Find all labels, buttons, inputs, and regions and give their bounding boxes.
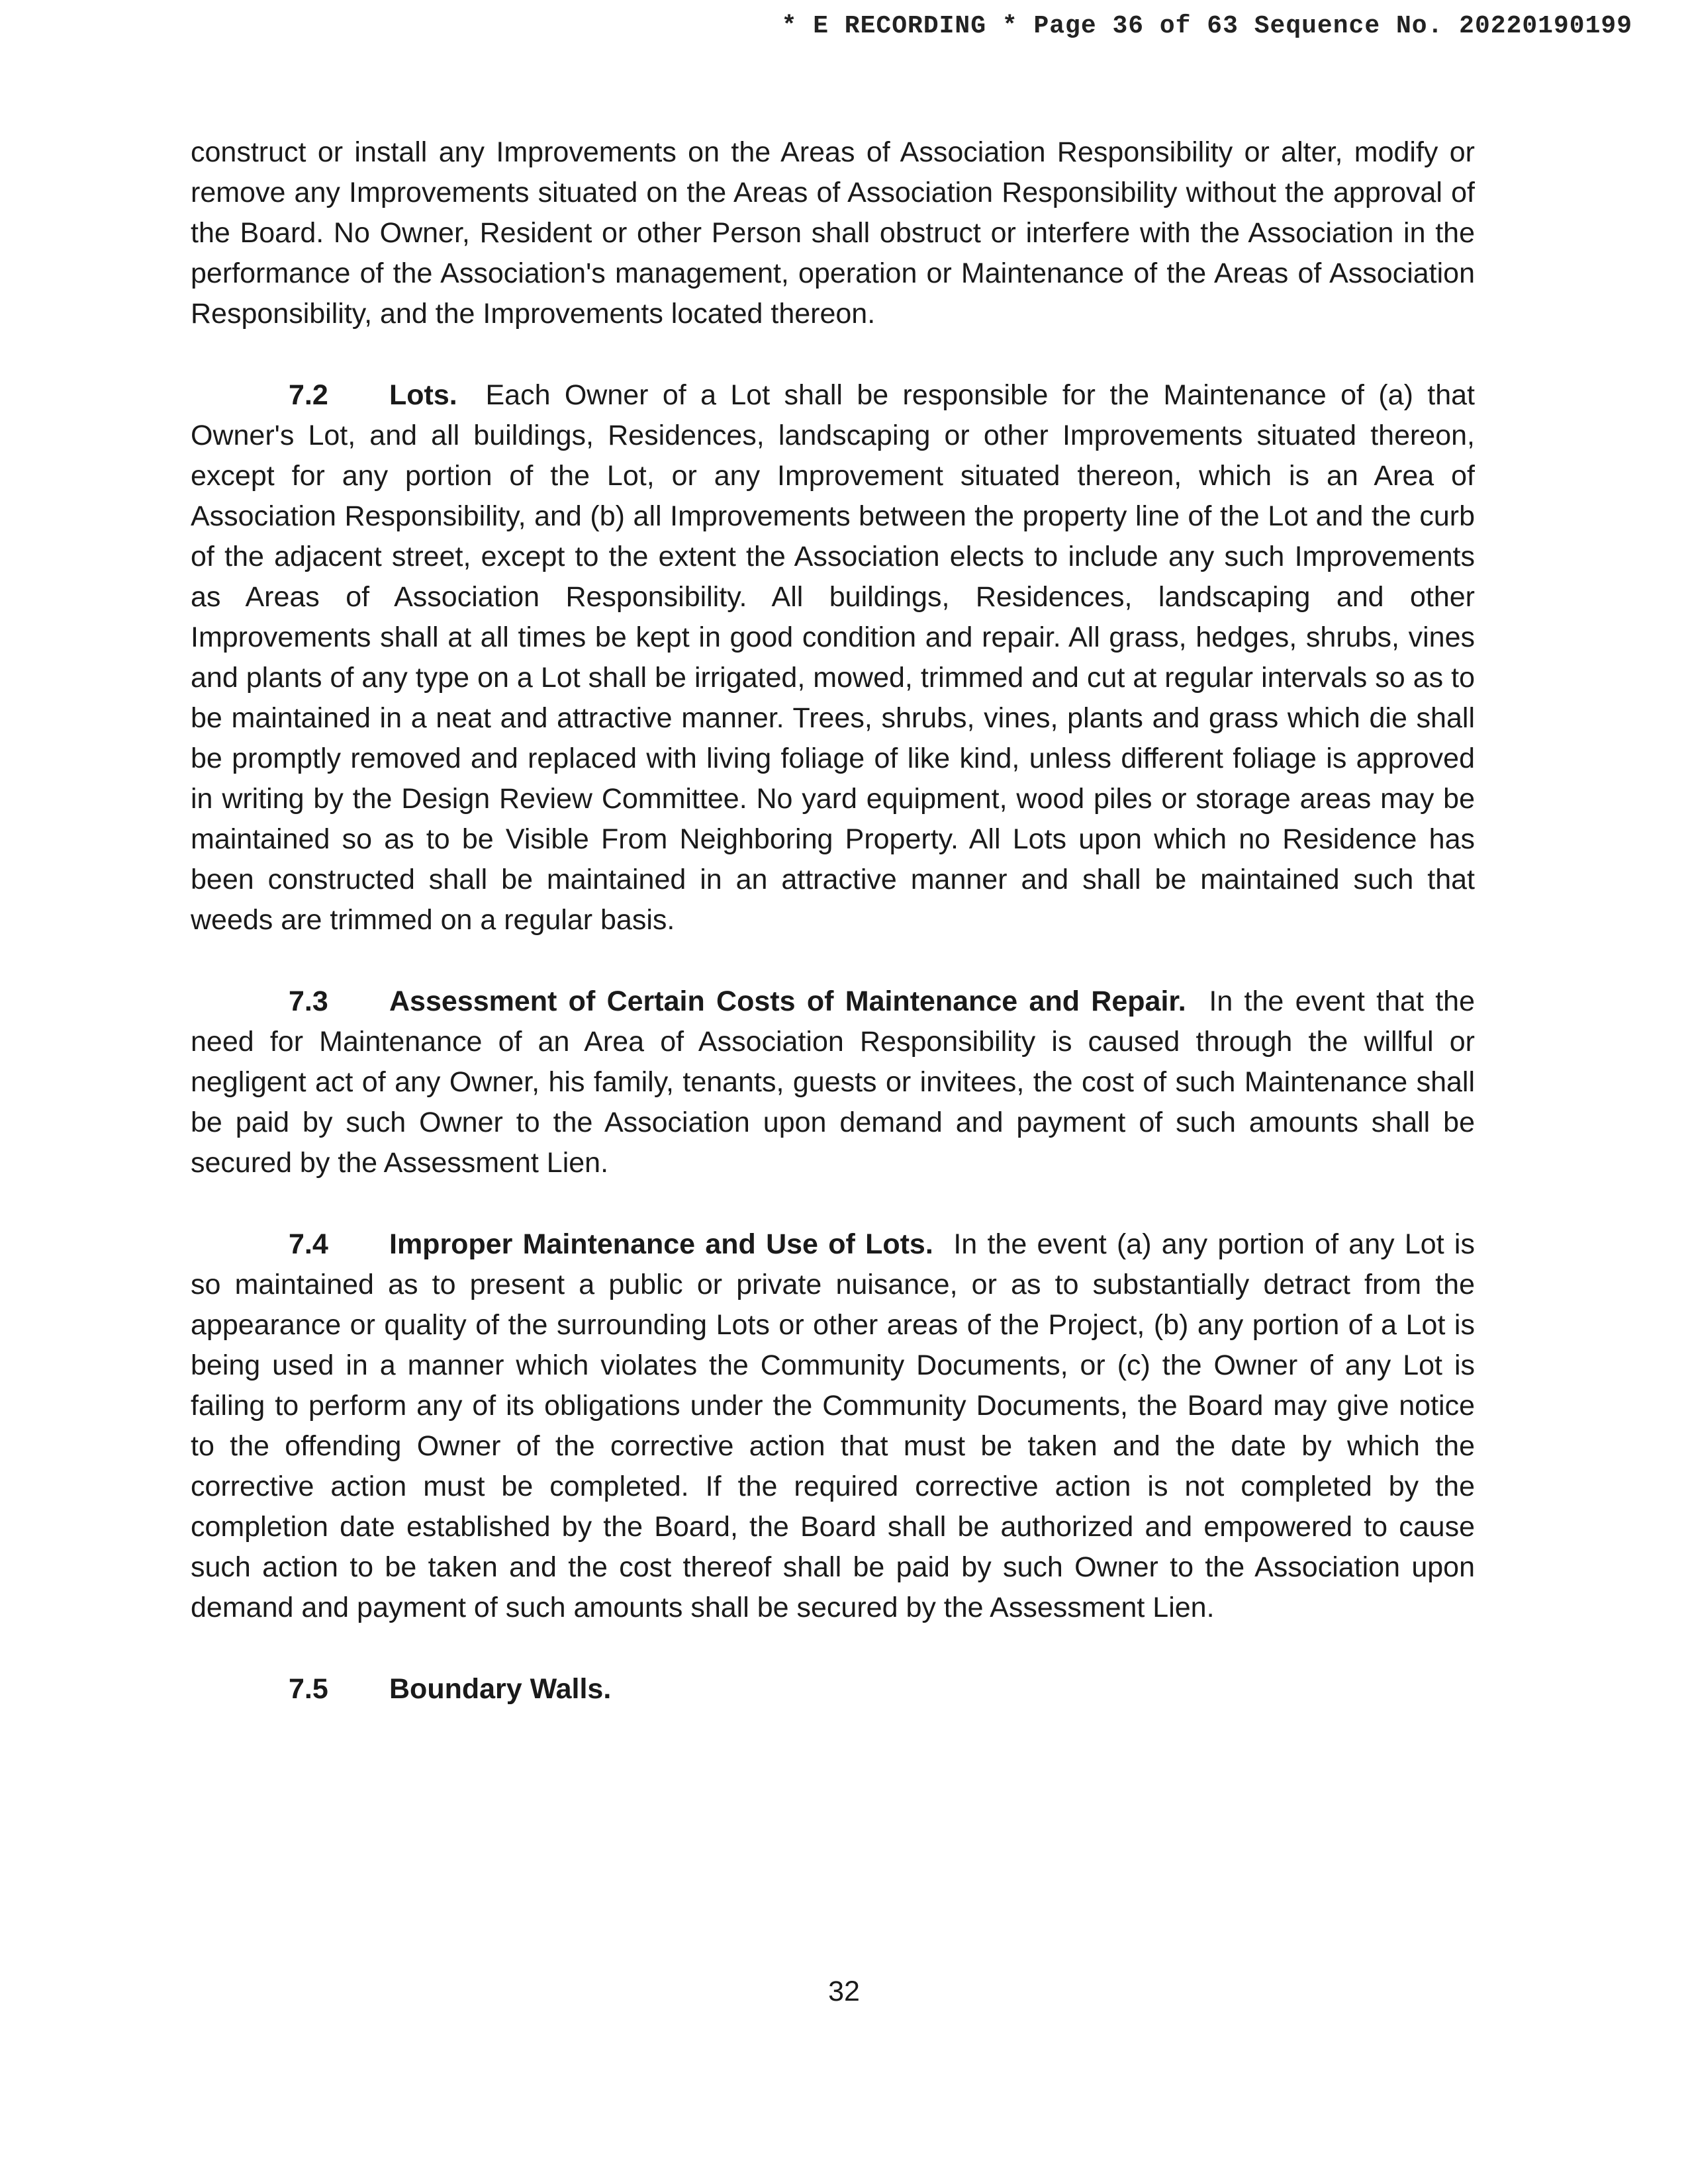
section-7-4: [191, 1224, 1475, 1628]
page-number: 32: [828, 1976, 860, 2007]
section-7-3: [191, 981, 1475, 1183]
section-number: 7.5: [289, 1673, 328, 1705]
section-text: Each Owner of a Lot shall be responsible for the Maintenance of (a) that Owner's Lot, and all buildings, Residences, landscaping or other Improvements situated thereon, except for any portion of the Lot, or any Improvement situated thereon, which is an Area of Association Responsibility, and (b) all Improvements between the property line of the Lot and the curb of the adjacent street, except to the extent the Association elects to include any such Improvements as Areas of Association Responsibility. All buildings, Residences, landscaping and other Improvements shall at all times be kept in good condition and repair. All grass, hedges, shrubs, vines and plants of any type on a Lot shall be irrigated, mowed, trimmed and cut at regular intervals so as to be maintained in a neat and attractive manner. Trees, shrubs, vines, plants and grass which die shall be promptly removed and replaced with living foliage of like kind, unless different foliage is approved in writing by the Design Review Committee. No yard equipment, wood piles or storage areas may be maintained so as to be Visible From Neighboring Property. All Lots upon which no Residence has been constructed shall be maintained in an attractive manner and shall be maintained such that weeds are trimmed on a regular basis.: [191, 379, 1475, 936]
section-heading: Boundary Walls.: [389, 1673, 612, 1705]
section-7-2: [191, 375, 1475, 940]
section-number: 7.2: [289, 379, 328, 411]
section-number: 7.4: [289, 1228, 328, 1260]
recording-header: * E RECORDING * Page 36 of 63 Sequence No. 20220190199: [781, 12, 1632, 40]
section-number: 7.3: [289, 985, 328, 1017]
section-text: In the event (a) any portion of any Lot is so maintained as to present a public or private nuisance, or as to substantially detract from the appearance or quality of the surrounding Lots or other areas of the Project, (b) any portion of a Lot is being used in a manner which violates the Community Documents, or (c) the Owner of any Lot is failing to perform any of its obligations under the Community Documents, the Board may give notice to the offending Owner of the corrective action that must be taken and the date by which the corrective action must be completed. If the required corrective action is not completed by the completion date established by the Board, the Board shall be authorized and empowered to cause such action to be taken and the cost thereof shall be paid by such Owner to the Association upon demand and payment of such amounts shall be secured by the Assessment Lien.: [191, 1228, 1475, 1623]
section-heading: Lots.: [389, 379, 457, 411]
section-heading: Assessment of Certain Costs of Maintenance and Repair.: [389, 985, 1186, 1017]
section-heading: Improper Maintenance and Use of Lots.: [389, 1228, 933, 1260]
section-text: In the event that the need for Maintenance of an Area of Association Responsibility is caused through the willful or negligent act of any Owner, his family, tenants, guests or invitees, the cost of such Maintenance shall be paid by such Owner to the Association upon demand and payment of such amounts shall be secured by the Assessment Lien.: [191, 985, 1475, 1179]
paragraph-text: construct or install any Improvements on the Areas of Association Responsibility or alter, modify or remove any Improvements situated on the Areas of Association Responsibility without the approval of the Board. No Owner, Resident or other Person shall obstruct or interfere with the Association in the performance of the Association's management, operation or Maintenance of the Areas of Association Responsibility, and the Improvements located thereon.: [191, 136, 1475, 330]
document-body: [191, 132, 1475, 1709]
paragraph-continuation: [191, 132, 1475, 334]
section-7-5: [191, 1669, 1475, 1709]
